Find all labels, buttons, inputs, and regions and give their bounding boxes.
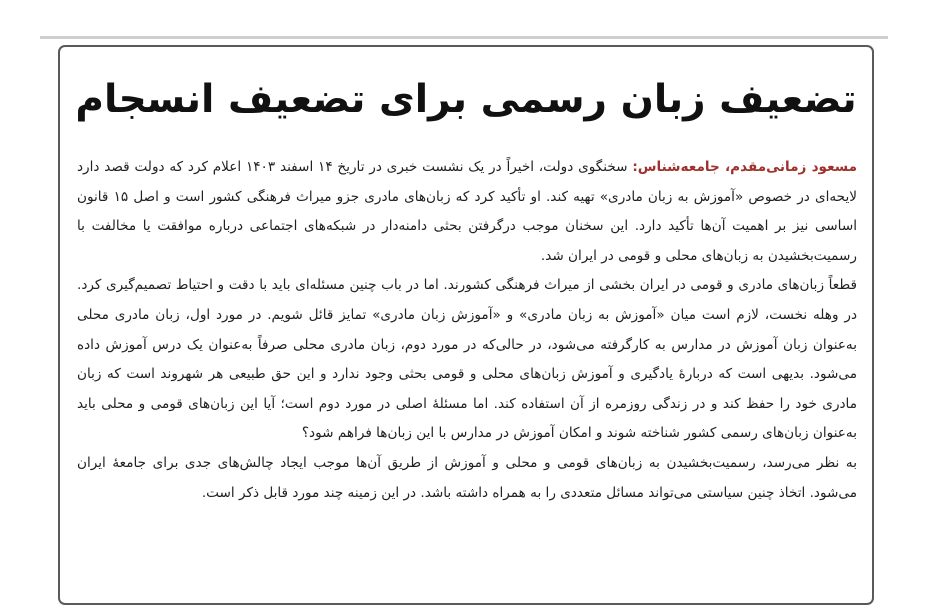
top-divider bbox=[40, 36, 888, 39]
article-paragraph: قطعاً زبان‌های مادری و قومی در ایران بخشی از میراث فرهنگی کشورند. اما در باب چنین مسئله‌ای باید با دقت و احتیاط تصمیم‌گیری کرد. در وهله نخست، لازم است میان «آموزش به زبان مادری» و «آموزش زبان مادری» تمایز قائل شویم. در مورد اول، زبان مادری محلی به‌عنوان زبان آموزش در مدارس به کارگرفته می‌شود، در حالی‌که در مورد دوم، زبان مادری محلی صرفاً به‌عنوان یک درس آموزش داده می‌شود. بدیهی است که دربارهٔ یادگیری و آموزش زبان‌های محلی و قومی بحثی وجود ندارد و این حق طبیعی هر شهروند است که زبان مادری خود را حفظ کند و در زندگی روزمره از آن استفاده کند. اما مسئلهٔ اصلی در مورد دوم است؛ آیا این زبان‌های قومی و محلی باید به‌عنوان زبان‌های رسمی کشور شناخته شوند و امکان آموزش در مدارس با این زبان‌ها فراهم شود؟ bbox=[77, 277, 857, 442]
article-paragraph: به نظر می‌رسد، رسمیت‌بخشیدن به زبان‌های قومی و محلی و آموزش از طریق آن‌ها موجب ایجاد چالش‌های جدی برای جامعهٔ ایران می‌شود. اتخاذ چنین سیاستی می‌تواند مسائل متعددی را به همراه داشته باشد. در این زمینه چند مورد قابل ذکر است. bbox=[77, 454, 857, 501]
author-byline: مسعود زمانی‌مقدم، جامعه‌شناس: bbox=[632, 159, 857, 175]
article-paragraph bbox=[77, 153, 857, 271]
article-headline: تضعیف زبان رسمی برای تضعیف انسجام bbox=[75, 77, 857, 122]
article-card bbox=[58, 45, 874, 605]
article-body bbox=[77, 153, 857, 508]
paragraph-text: سخنگوی دولت، اخیراً در یک نشست خبری در تاریخ ۱۴ اسفند ۱۴۰۳ اعلام کرد که دولت قصد دارد لایحه‌ای در خصوص «آموزش به زبان مادری» تهیه کند. او تأکید کرد که زبان‌های مادری جزو میراث فرهنگی کشور است و اصل ۱۵ قانون اساسی نیز بر اهمیت آن‌ها تأکید دارد. این سخنان موجب درگرفتن بحثی دامنه‌دار در شبکه‌های اجتماعی درباره موافقت یا مخالفت با رسمیت‌بخشیدن به زبان‌های محلی و قومی در ایران شد. bbox=[77, 159, 857, 264]
